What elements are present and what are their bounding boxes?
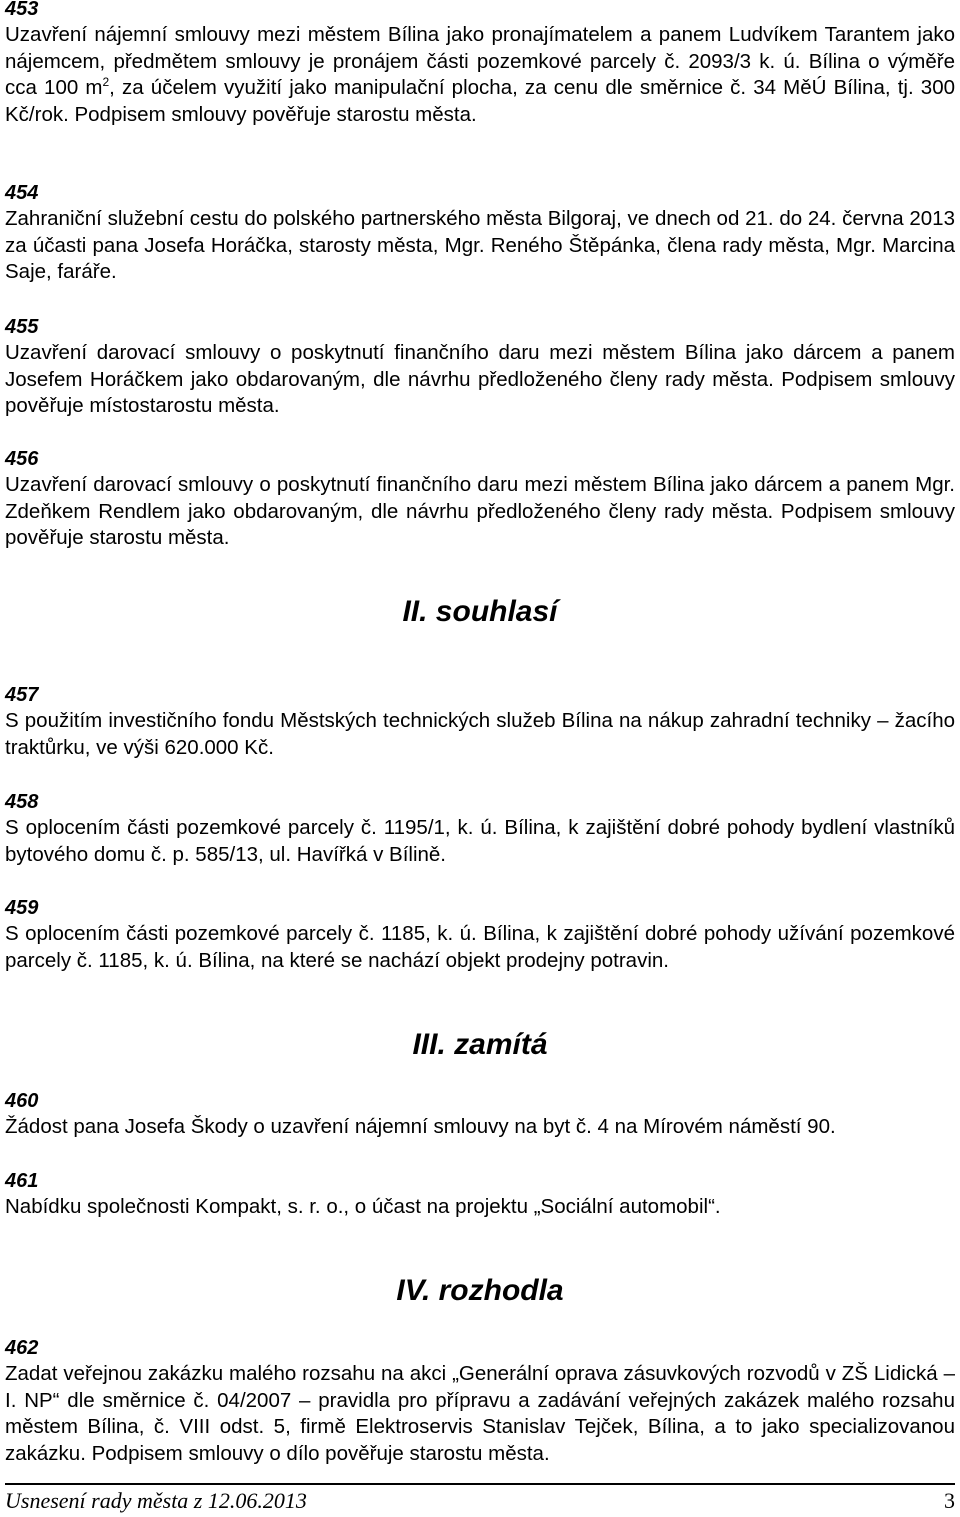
resolution-462 — [5, 1335, 955, 1467]
section-heading-souhlasi: II. souhlasí — [402, 595, 558, 628]
resolution-number: 456 — [5, 448, 39, 470]
footer-title: Usnesení rady města z 12.06.2013 — [5, 1488, 307, 1513]
resolution-text: Žádost pana Josefa Škody o uzavření nájemní smlouvy na byt č. 4 na Mírovém náměstí 90. — [5, 1115, 836, 1138]
resolution-453 — [5, 0, 955, 128]
resolution-number: 462 — [5, 1337, 39, 1359]
resolution-text: Nabídku společnosti Kompakt, s. r. o., o účast na projektu „Sociální automobil“. — [5, 1195, 721, 1218]
resolution-text: Zadat veřejnou zakázku malého rozsahu na akci „Generální oprava zásuvkových rozvodů v ZŠ Lidická – I. NP“ dle směrnice č. 04/2007 – pravidla pro přípravu a zadávání veřejných zakázek malého rozsahu městem Bílina, č. VIII odst. 5, firmě Elektroservis Stanislav Tejček, Bílina, a to jako specializovanou zakázku. Podpisem smlouvy o dílo pověřuje starostu města. — [5, 1362, 955, 1465]
section-heading-rozhodla: IV. rozhodla — [396, 1274, 564, 1307]
resolution-number: 461 — [5, 1170, 39, 1192]
resolution-number: 455 — [5, 316, 39, 338]
resolution-text: S oplocením části pozemkové parcely č. 1185, k. ú. Bílina, k zajištění dobré pohody užívání pozemkové parcely č. 1185, k. ú. Bílina, na které se nachází objekt prodejny potravin. — [5, 922, 955, 972]
resolution-number: 457 — [5, 684, 39, 706]
page-number: 3 — [944, 1488, 955, 1513]
resolution-456 — [5, 446, 955, 552]
page-footer — [5, 1483, 955, 1517]
resolution-text: Uzavření darovací smlouvy o poskytnutí finančního daru mezi městem Bílina jako dárcem a panem Josefem Horáčkem jako obdarovaným, dle návrhu předloženého členy rady města. Podpisem smlouvy pověřuje místostarostu města. — [5, 341, 955, 417]
resolution-459 — [5, 895, 955, 974]
section-heading-zamita: III. zamítá — [412, 1028, 548, 1061]
resolution-number: 458 — [5, 791, 39, 813]
resolution-text: S použitím investičního fondu Městských technických služeb Bílina na nákup zahradní techniky – žacího traktůrku, ve výši 620.000 Kč. — [5, 709, 955, 759]
resolution-number: 454 — [5, 182, 39, 204]
resolution-454 — [5, 180, 955, 286]
resolution-text: Uzavření nájemní smlouvy mezi městem Bílina jako pronajímatelem a panem Ludvíkem Tarantem jako nájemcem, předmětem smlouvy je pronájem části pozemkové parcely č. 2093/3 k. ú. Bílina o výměře cca 100 $m^2$, za účelem využití jako manipulační plocha, za cenu dle směrnice č. 34 MěÚ Bílina, tj. 300 Kč/rok. Podpisem smlouvy pověřuje starostu města. — [5, 23, 955, 126]
resolution-number: 460 — [5, 1090, 39, 1112]
resolution-text: Zahraniční služební cestu do polského partnerského města Bilgoraj, ve dnech od 21. do 24. června 2013 za účasti pana Josefa Horáčka, starosty města, Mgr. Reného Štěpánka, člena rady města, Mgr. Marcina Saje, faráře. — [5, 207, 955, 283]
resolution-text: S oplocením části pozemkové parcely č. 1195/1, k. ú. Bílina, k zajištění dobré pohody bydlení vlastníků bytového domu č. p. 585/13, ul. Havířká v Bílině. — [5, 816, 955, 866]
resolution-number: 459 — [5, 897, 39, 919]
resolution-458 — [5, 789, 955, 868]
resolution-455 — [5, 314, 955, 420]
resolution-460 — [5, 1088, 955, 1141]
resolution-number: 453 — [5, 0, 39, 20]
resolution-457 — [5, 682, 955, 761]
resolution-461 — [5, 1168, 955, 1221]
resolution-text: Uzavření darovací smlouvy o poskytnutí finančního daru mezi městem Bílina jako dárcem a panem Mgr. Zdeňkem Rendlem jako obdarovaným, dle návrhu předloženého členy rady města. Podpisem smlouvy pověřuje starostu města. — [5, 473, 955, 549]
superscript: 2 — [102, 75, 110, 90]
